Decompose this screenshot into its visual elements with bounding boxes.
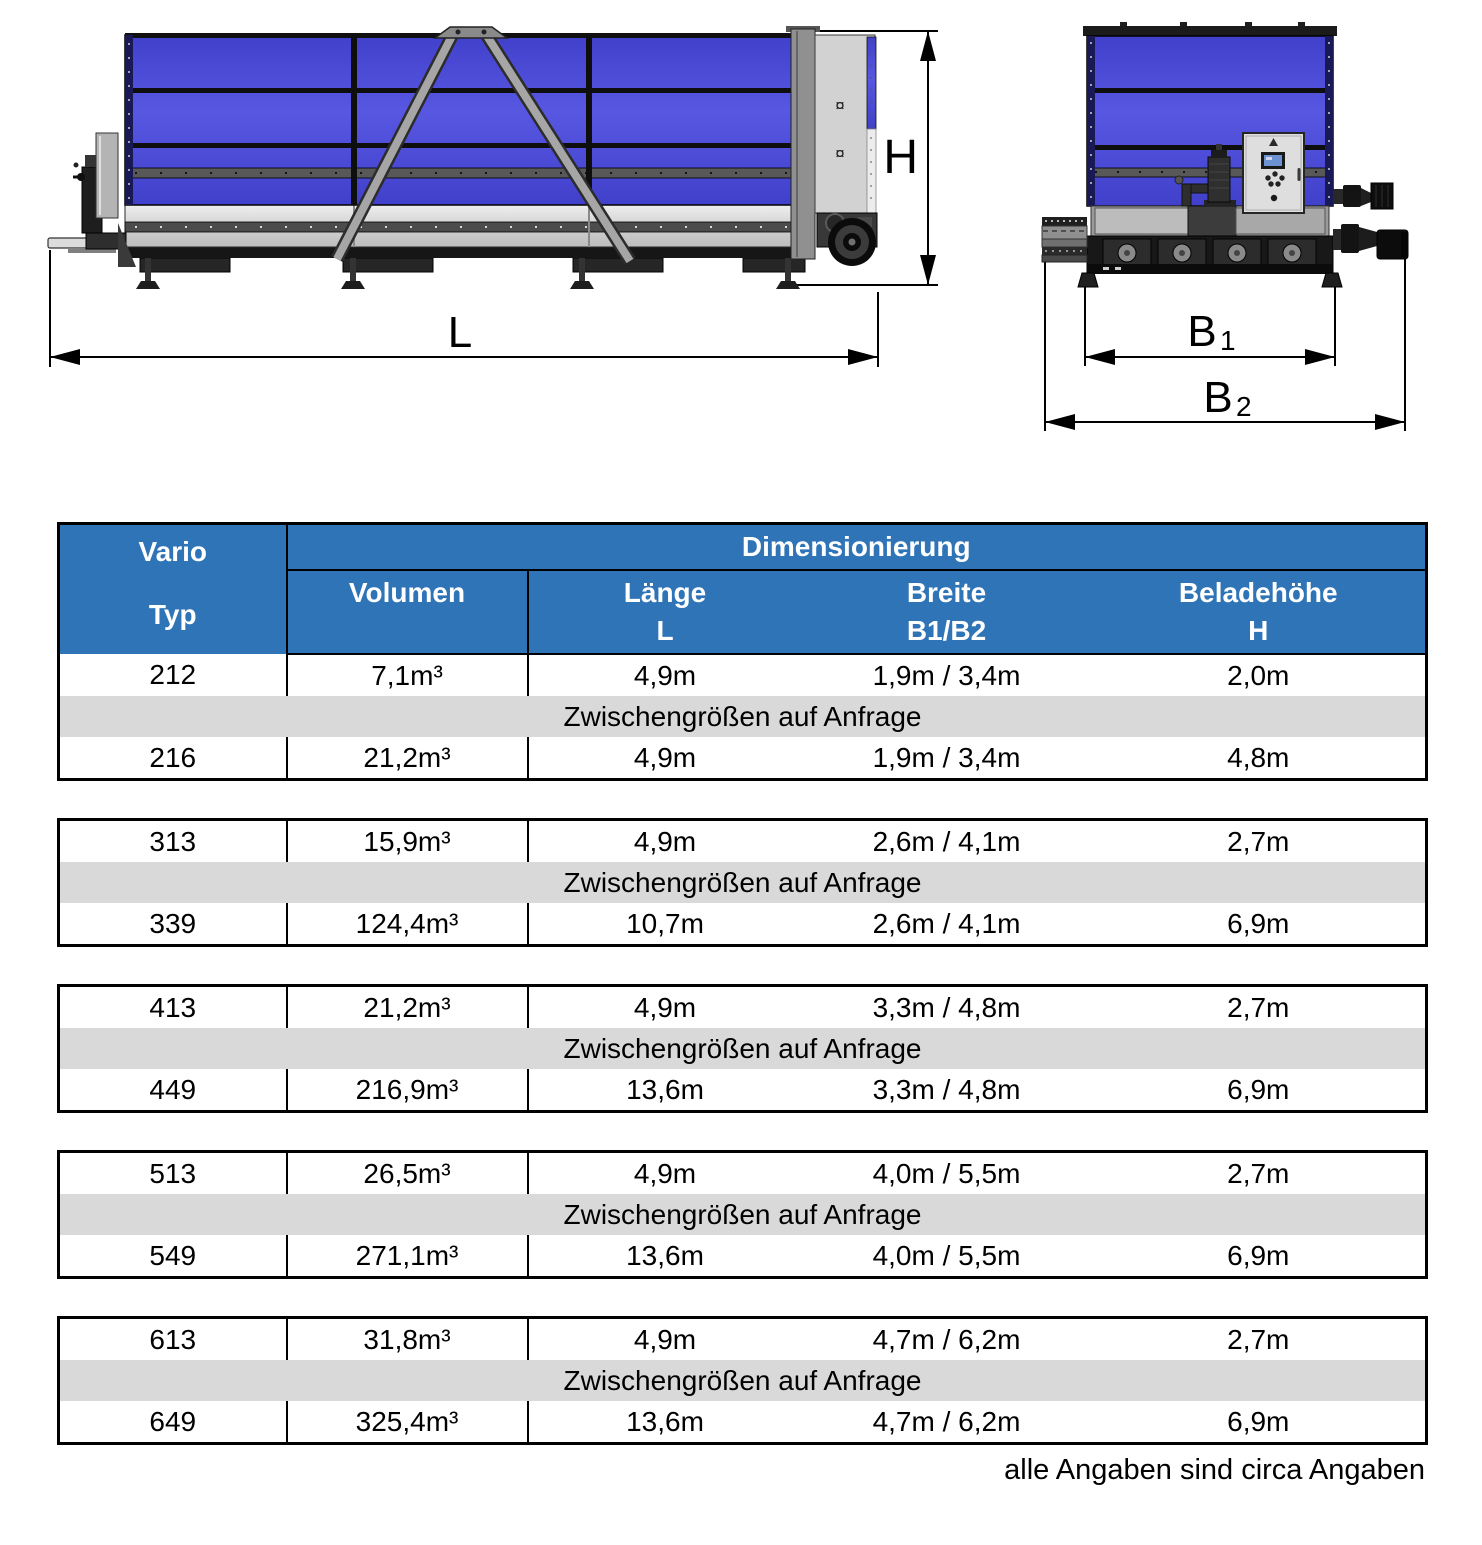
cell-typ: 212 xyxy=(59,654,287,696)
spec-table-group-2 xyxy=(57,818,1428,947)
cell-hoehe: 6,9m xyxy=(1092,903,1427,946)
cell-laenge: 4,9m xyxy=(528,654,802,696)
fastener-icon: ¤ xyxy=(835,96,845,115)
side-view-drawing xyxy=(40,15,945,375)
table-row xyxy=(59,1152,1427,1195)
cell-breite: 2,6m / 4,1m xyxy=(802,820,1092,863)
table-row xyxy=(59,1401,1427,1444)
cell-laenge: 4,9m xyxy=(528,986,802,1029)
cell-breite: 4,7m / 6,2m xyxy=(802,1318,1092,1361)
table-row xyxy=(59,903,1427,946)
spec-table-group-4 xyxy=(57,1150,1428,1279)
support-feet xyxy=(136,255,800,289)
header-dimensionierung: Dimensionierung xyxy=(287,524,1427,571)
dim-label-L: L xyxy=(447,308,473,357)
header-beladehoehe: Beladehöhe H xyxy=(1092,570,1427,654)
dim-label-B2: B xyxy=(1203,373,1233,422)
cell-breite: 4,0m / 5,5m xyxy=(802,1235,1092,1278)
cell-breite: 3,3m / 4,8m xyxy=(802,1069,1092,1112)
right-drive-motor xyxy=(1333,224,1408,259)
header-vario-typ xyxy=(59,524,287,655)
spec-table-group-5 xyxy=(57,1316,1428,1445)
cell-breite: 3,3m / 4,8m xyxy=(802,986,1092,1029)
spec-table-group-3 xyxy=(57,984,1428,1113)
footnote: alle Angaben sind circa Angaben xyxy=(1004,1454,1425,1486)
cell-volumen: 7,1m³ xyxy=(287,654,528,696)
cell-volumen: 216,9m³ xyxy=(287,1069,528,1112)
interim-row: Zwischengrößen auf Anfrage xyxy=(59,862,1427,903)
interim-row: Zwischengrößen auf Anfrage xyxy=(59,1360,1427,1401)
cell-laenge: 10,7m xyxy=(528,903,802,946)
table-row xyxy=(59,654,1427,696)
cell-typ: 649 xyxy=(59,1401,287,1444)
cell-typ: 513 xyxy=(59,1152,287,1195)
cell-laenge: 4,9m xyxy=(528,1318,802,1361)
table-row xyxy=(59,737,1427,780)
cell-breite: 1,9m / 3,4m xyxy=(802,737,1092,780)
dim-label-B1: B xyxy=(1187,307,1217,356)
table-row xyxy=(59,986,1427,1029)
cell-laenge: 4,9m xyxy=(528,737,802,780)
dim-label-B2-sub: 2 xyxy=(1236,391,1252,422)
silo-side-body xyxy=(48,26,877,289)
cell-typ: 216 xyxy=(59,737,287,780)
cell-hoehe: 2,0m xyxy=(1092,654,1427,696)
right-end-assembly xyxy=(786,26,877,266)
cell-typ: 449 xyxy=(59,1069,287,1112)
header-typ: Typ xyxy=(148,598,197,630)
table-row xyxy=(59,1069,1427,1112)
fastener-icon: ¤ xyxy=(835,144,845,163)
left-end-assembly xyxy=(48,133,136,267)
right-upper-shaft xyxy=(1333,183,1393,209)
interim-row: Zwischengrößen auf Anfrage xyxy=(59,696,1427,737)
left-rail xyxy=(1042,217,1087,262)
silo-front-body xyxy=(1042,22,1408,287)
cell-breite: 1,9m / 3,4m xyxy=(802,654,1092,696)
cell-typ: 613 xyxy=(59,1318,287,1361)
table-row xyxy=(59,1235,1427,1278)
cell-laenge: 13,6m xyxy=(528,1069,802,1112)
cell-typ: 549 xyxy=(59,1235,287,1278)
cell-volumen: 21,2m³ xyxy=(287,737,528,780)
cell-hoehe: 2,7m xyxy=(1092,1318,1427,1361)
cell-hoehe: 4,8m xyxy=(1092,737,1427,780)
cell-volumen: 26,5m³ xyxy=(287,1152,528,1195)
cell-laenge: 4,9m xyxy=(528,820,802,863)
cell-volumen: 31,8m³ xyxy=(287,1318,528,1361)
header-breite: Breite B1/B2 xyxy=(802,570,1092,654)
interim-row: Zwischengrößen auf Anfrage xyxy=(59,1028,1427,1069)
cell-typ: 313 xyxy=(59,820,287,863)
cell-volumen: 15,9m³ xyxy=(287,820,528,863)
cell-hoehe: 2,7m xyxy=(1092,986,1427,1029)
front-view-drawing xyxy=(1030,10,1482,450)
cell-laenge: 13,6m xyxy=(528,1401,802,1444)
cell-breite: 4,7m / 6,2m xyxy=(802,1401,1092,1444)
cell-typ: 339 xyxy=(59,903,287,946)
table-row xyxy=(59,820,1427,863)
cell-laenge: 13,6m xyxy=(528,1235,802,1278)
control-cabinet xyxy=(1243,133,1304,213)
cabinet-handle xyxy=(1298,168,1301,181)
cell-laenge: 4,9m xyxy=(528,1152,802,1195)
cell-typ: 413 xyxy=(59,986,287,1029)
cell-hoehe: 6,9m xyxy=(1092,1235,1427,1278)
cell-breite: 2,6m / 4,1m xyxy=(802,903,1092,946)
interim-row: Zwischengrößen auf Anfrage xyxy=(59,1194,1427,1235)
cell-hoehe: 2,7m xyxy=(1092,1152,1427,1195)
cell-volumen: 325,4m³ xyxy=(287,1401,528,1444)
header-laenge: Länge L xyxy=(528,570,802,654)
cell-volumen: 21,2m³ xyxy=(287,986,528,1029)
cell-volumen: 124,4m³ xyxy=(287,903,528,946)
header-vario: Vario xyxy=(138,535,207,567)
table-row xyxy=(59,1318,1427,1361)
cell-hoehe: 6,9m xyxy=(1092,1069,1427,1112)
header-volumen: Volumen xyxy=(287,570,528,654)
spec-table-group-1 xyxy=(57,522,1428,781)
cell-volumen: 271,1m³ xyxy=(287,1235,528,1278)
cell-hoehe: 6,9m xyxy=(1092,1401,1427,1444)
dim-label-H: H xyxy=(883,131,918,184)
spec-tables xyxy=(57,522,1425,1487)
cell-hoehe: 2,7m xyxy=(1092,820,1427,863)
cell-breite: 4,0m / 5,5m xyxy=(802,1152,1092,1195)
dim-label-B1-sub: 1 xyxy=(1220,325,1236,356)
